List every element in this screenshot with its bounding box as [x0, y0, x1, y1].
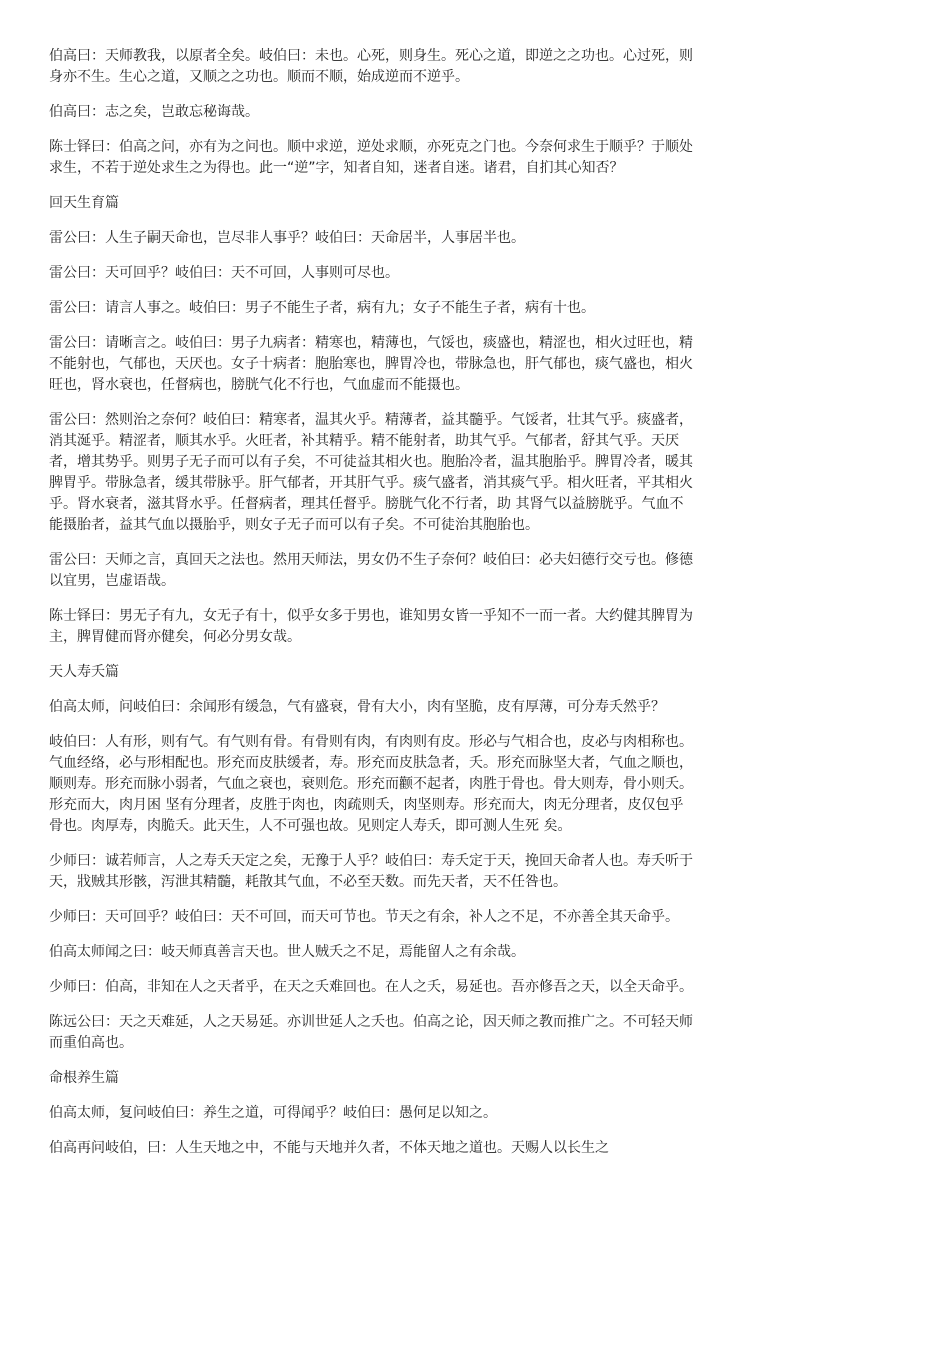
paragraph-leigong-2: 雷公曰：天可回乎？岐伯曰：天不可回，人事则可尽也。 [49, 265, 399, 281]
paragraph-bogao-yangsheng-2: 伯高再问岐伯，曰：人生天地之中，不能与天地并久者，不体天地之道也。天赐人以长生之 [49, 1140, 609, 1156]
paragraph-commentary-2: 陈士铎曰：男无子有九，女无子有十，似乎女多于男也，谁知男女皆一乎知不一而一者。大约健其脾胃为主，脾胃健而肾亦健矣，何必分男女哉。 [49, 608, 693, 645]
paragraph-leigong-5: 雷公曰：然则治之奈何？岐伯曰：精寒者，温其火乎。精薄者，益其髓乎。气馁者，壮其气乎。痰盛者，消其涎乎。精涩者，顺其水乎。火旺者，补其精乎。精不能射者，助其气乎。气郁者，舒其气乎。天厌者，增其势乎。则男子无子而可以有子矣，不可徒益其相火也。胞胎冷者，温其胞胎乎。脾胃冷者，暖其脾胃乎。带脉急者，缓其带脉乎。肝气郁者，开其肝气乎。痰气盛者，消其痰气乎。相火旺者，平其相火乎。肾水衰者，滋其肾水乎。任督病者，理其任督乎。膀胱气化不行者，助 其肾气以益膀胱乎。气血不能摄胎者，益其气血以摄胎乎，则女子无子而可以有子矣。不可徒治其胞胎也。 [49, 412, 693, 533]
paragraph-bogao-dialogue-1: 伯高曰：天师教我，以原者全矣。岐伯曰：未也。心死，则身生。死心之道，即逆之之功也。心过死，则身亦不生。生心之道，又顺之之功也。顺而不顺，始成逆而不逆乎。 [49, 48, 693, 85]
paragraph-shaoshi-2: 少师曰：天可回乎？岐伯曰：天不可回，而天可节也。节天之有余，补人之不足，不亦善全其天命乎。 [49, 909, 679, 925]
section-heading-minggen-yangsheng: 命根养生篇 [49, 1070, 119, 1086]
paragraph-leigong-4: 雷公曰：请晰言之。岐伯曰：男子九病者：精寒也，精薄也，气馁也，痰盛也，精涩也，相火过旺也，精不能射也，气郁也，天厌也。女子十病者：胞胎寒也，脾胃冷也，带脉急也，肝气郁也，痰气盛也，相火旺也，肾水衰也，任督病也，膀胱气化不行也，气血虚而不能摄也。 [49, 335, 693, 393]
section-heading-huitian-shengyu: 回天生育篇 [49, 195, 119, 211]
paragraph-commentary-1: 陈士铎曰：伯高之问，亦有为之问也。顺中求逆，逆处求顺，亦死克之门也。今奈何求生于顺乎？于顺处求生，不若于逆处求生之为得也。此一“逆”字，知者自知，迷者自迷。诸君，自扪其心知否？ [49, 139, 693, 176]
paragraph-shaoshi-3: 少师曰：伯高，非知在人之天者乎，在天之夭难回也。在人之夭，易延也。吾亦修吾之天，以全天命乎。 [49, 979, 693, 995]
paragraph-leigong-3: 雷公曰：请言人事之。岐伯曰：男子不能生子者，病有九；女子不能生子者，病有十也。 [49, 300, 595, 316]
paragraph-bogao-question: 伯高太师，问岐伯曰：余闻形有缓急，气有盛衰，骨有大小，肉有坚脆，皮有厚薄，可分寿夭然乎？ [49, 699, 665, 715]
paragraph-bogao-yangsheng-1: 伯高太师，复问岐伯曰：养生之道，可得闻乎？岐伯曰：愚何足以知之。 [49, 1105, 497, 1121]
paragraph-shaoshi-1: 少师曰：诚若师言，人之寿夭天定之矣，无豫于人乎？岐伯曰：寿夭定于天，挽回天命者人也。寿夭听于天，戕贼其形骸，泻泄其精髓，耗散其气血，不必至天数。而先天者，天不任咎也。 [49, 853, 693, 890]
paragraph-bogao-remark: 伯高太师闻之曰：岐天师真善言天也。世人贼夭之不足，焉能留人之有余哉。 [49, 944, 525, 960]
section-heading-tianren-shouyao: 天人寿夭篇 [49, 664, 119, 680]
paragraph-commentary-3: 陈远公曰：天之天难延，人之天易延。亦训世延人之夭也。伯高之论，因天师之教而推广之。不可轻天师而重伯高也。 [49, 1014, 693, 1051]
paragraph-qibo-answer: 岐伯曰：人有形，则有气。有气则有骨。有骨则有肉，有肉则有皮。形必与气相合也，皮必与肉相称也。气血经络，必与形相配也。形充而皮肤缓者，寿。形充而皮肤急者，夭。形充而脉坚大者，气血之顺也，顺则寿。形充而脉小弱者，气血之衰也，衰则危。形充而颧不起者，肉胜于骨也。骨大则寿，骨小则夭。形充而大，肉月困 坚有分理者，皮胜于肉也，肉疏则夭，肉坚则寿。形充而大，肉无分理者，皮仅包乎骨也。肉厚寿，肉脆夭。此天生，人不可强也故。见则定人寿夭，即可测人生死 矣。 [49, 734, 693, 834]
document-page [49, 46, 694, 1173]
paragraph-leigong-6: 雷公曰：天师之言，真回天之法也。然用天师法，男女仍不生子奈何？岐伯曰：必夫妇德行交亏也。修德以宜男，岂虚语哉。 [49, 552, 693, 589]
paragraph-bogao-dialogue-2: 伯高曰：志之矣，岂敢忘秘诲哉。 [49, 104, 259, 120]
paragraph-leigong-1: 雷公曰：人生子嗣天命也，岂尽非人事乎？岐伯曰：天命居半，人事居半也。 [49, 230, 525, 246]
